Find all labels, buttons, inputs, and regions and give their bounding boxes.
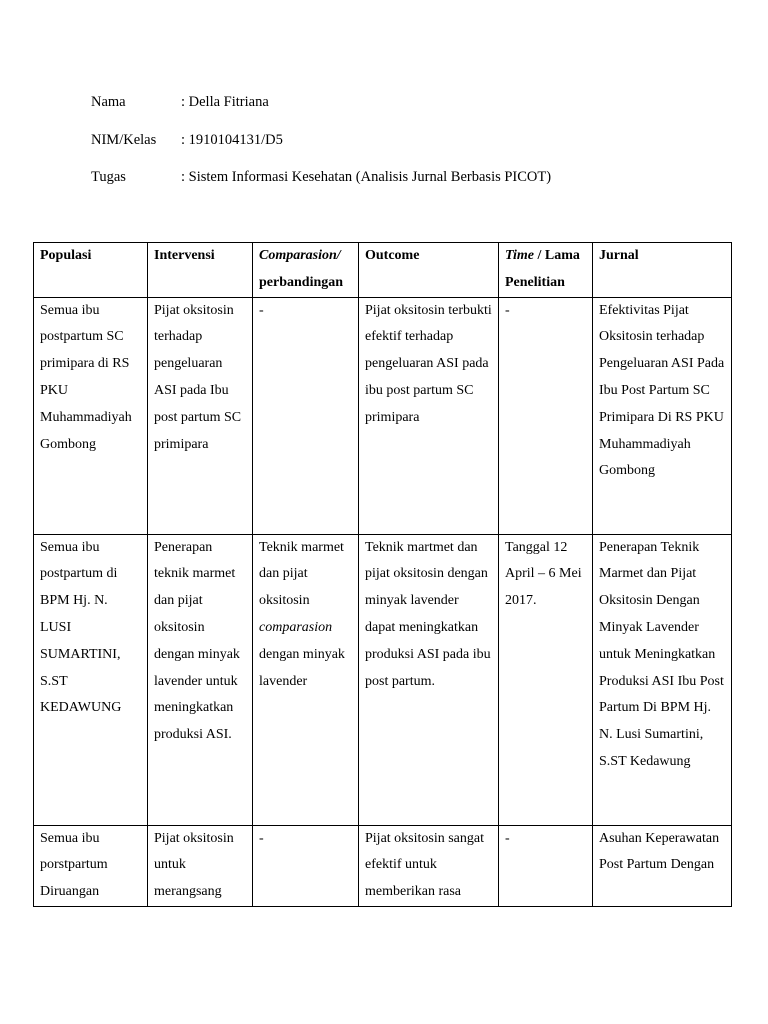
cell-comparison-pre: Teknik marmet dan pijat oksitosin (259, 539, 344, 609)
cell-time: Tanggal 12 April – 6 Mei 2017. (499, 534, 593, 825)
header-comparison-italic: Comparasion/ (259, 248, 341, 263)
task-label: Tugas (91, 169, 126, 185)
cell-jurnal: Asuhan Keperawatan Post Partum Dengan (593, 825, 732, 906)
cell-time: - (499, 297, 593, 534)
cell-outcome: Pijat oksitosin sangat efektif untuk memberikan rasa (359, 825, 499, 906)
name-value: : Della Fitriana (181, 94, 269, 110)
header-time (499, 243, 593, 298)
table-row (34, 297, 732, 534)
cell-comparison (253, 534, 359, 825)
cell-intervensi: Penerapan teknik marmet dan pijat oksitosin dengan minyak lavender untuk meningkatkan produksi ASI. (148, 534, 253, 825)
nim-label: NIM/Kelas (91, 131, 157, 148)
cell-time: - (499, 825, 593, 906)
cell-comparison-pre: - (259, 302, 264, 318)
nim-value: : 1910104131/D5 (181, 131, 283, 148)
name-label: Nama (91, 94, 126, 110)
cell-comparison (253, 825, 359, 906)
header-comparison (253, 243, 359, 298)
cell-jurnal: Penerapan Teknik Marmet dan Pijat Oksitosin Dengan Minyak Lavender untuk Meningkatkan Produksi ASI Ibu Post Partum Di BPM Hj. N. Lusi Sumartini, S.ST Kedawung (593, 534, 732, 825)
cell-intervensi: Pijat oksitosin untuk merangsang (148, 825, 253, 906)
task-value: : Sistem Informasi Kesehatan (Analisis Jurnal Berbasis PICOT) (181, 169, 552, 185)
header-time-italic: Time (505, 248, 535, 263)
header-time-rest: / Lama Penelitian (505, 248, 580, 290)
cell-outcome: Pijat oksitosin terbukti efektif terhadap pengeluaran ASI pada ibu post partum SC primipara (359, 297, 499, 534)
cell-jurnal: Efektivitas Pijat Oksitosin terhadap Pengeluaran ASI Pada Ibu Post Partum SC Primipara Di RS PKU Muhammadiyah Gombong (593, 297, 732, 534)
name-row (91, 92, 551, 130)
picot-table (33, 242, 732, 907)
student-info (91, 92, 551, 205)
header-intervensi: Intervensi (148, 243, 253, 298)
header-jurnal: Jurnal (593, 243, 732, 298)
table-row (34, 534, 732, 825)
cell-comparison (253, 297, 359, 534)
cell-intervensi: Pijat oksitosin terhadap pengeluaran ASI pada Ibu post partum SC primipara (148, 297, 253, 534)
cell-outcome: Teknik martmet dan pijat oksitosin dengan minyak lavender dapat meningkatkan produksi ASI pada ibu post partum. (359, 534, 499, 825)
table-header-row (34, 243, 732, 298)
cell-comparison-post: dengan minyak lavender (259, 646, 345, 689)
table-row (34, 825, 732, 906)
header-comparison-rest: perbandingan (259, 274, 344, 290)
header-populasi: Populasi (34, 243, 148, 298)
cell-populasi: Semua ibu postpartum SC primipara di RS PKU Muhammadiyah Gombong (34, 297, 148, 534)
task-row (91, 167, 551, 205)
nim-row (91, 130, 551, 168)
cell-populasi: Semua ibu porstpartum Diruangan (34, 825, 148, 906)
cell-populasi: Semua ibu postpartum di BPM Hj. N. LUSI SUMARTINI, S.ST KEDAWUNG (34, 534, 148, 825)
cell-comparison-italic: comparasion (259, 619, 333, 635)
header-outcome: Outcome (359, 243, 499, 298)
cell-comparison-pre: - (259, 830, 264, 846)
